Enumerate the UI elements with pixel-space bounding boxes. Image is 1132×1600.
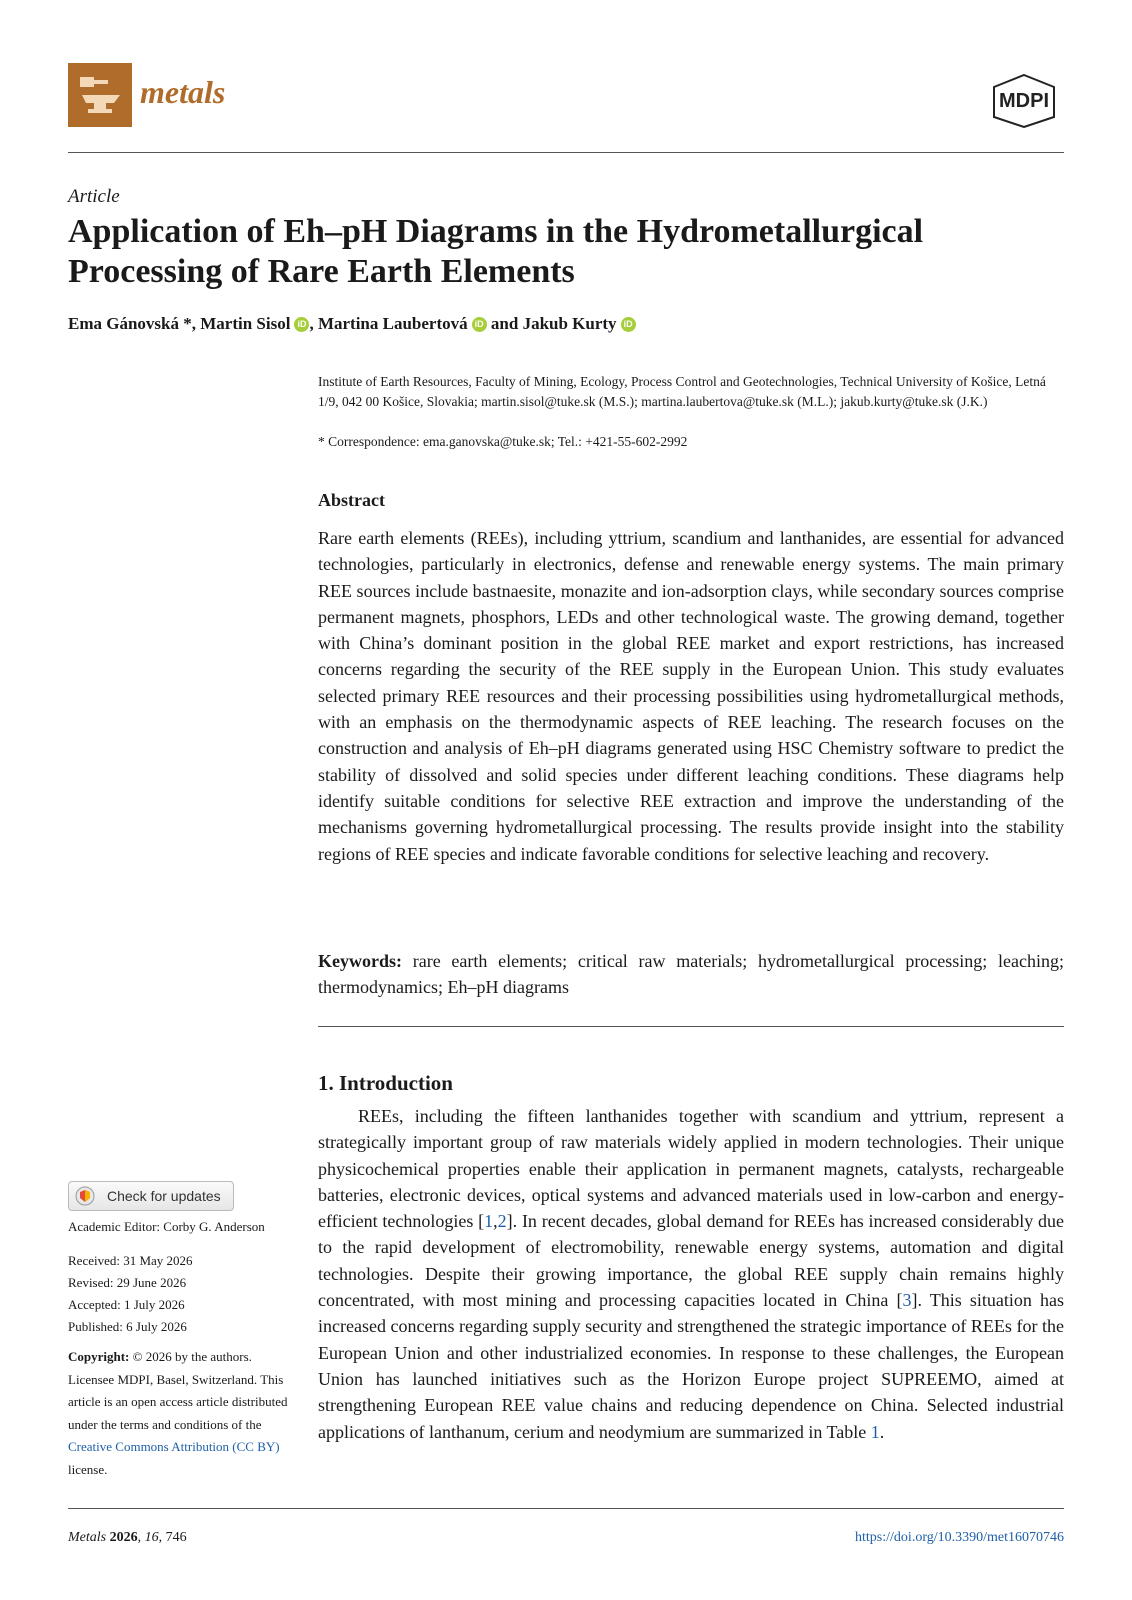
license-suffix: license. — [68, 1461, 108, 1477]
paragraph-text: ]. This situation has increased concerns regarding supply security and strengthened the strategic importance of REEs for the European Union and other industrialized economies. In response to these challenges, the European Union has launched initiatives such as the Horizon Europe project SUPREEMO, aimed at strengthening European REE value chains and reducing dependence on China. Selected industrial applications of lanthanum, cerium and neodymium are summarized in Table — [318, 1290, 1064, 1442]
doi-link[interactable]: https://doi.org/10.3390/met16070746 — [855, 1530, 1064, 1545]
author-separator: , — [191, 314, 201, 333]
publisher-logo — [984, 72, 1064, 128]
orcid-icon[interactable]: iD — [472, 317, 487, 332]
published-date: Published: 6 July 2026 — [68, 1319, 187, 1334]
paragraph-text: ]. In recent decades, global demand for REEs has increased considerably due to the rapid development of electromobility, renewable energy systems, automation and digital technologies. Despite their growing importance, the global REE supply chain remains highly concentrated, with most mining and processing capacities located in China [ — [318, 1211, 1064, 1311]
received-date: Received: 31 May 2026 — [68, 1253, 193, 1268]
author-name: Jakub Kurty — [522, 314, 617, 333]
abstract-divider — [318, 1026, 1064, 1027]
citation-separator: , — [493, 1211, 498, 1232]
section-heading: 1. Introduction — [318, 1071, 453, 1095]
publisher-name: MDPI — [999, 90, 1049, 112]
introduction-text — [318, 1103, 1064, 1445]
footer-year: 2026 — [109, 1530, 138, 1545]
correspondence: * Correspondence: ema.ganovska@tuke.sk; Tel.: +421-55-602-2992 — [318, 434, 688, 449]
check-updates-icon — [75, 1186, 95, 1206]
anvil-hammer-icon — [68, 63, 132, 127]
header-divider — [68, 152, 1064, 153]
affiliation: Institute of Earth Resources, Faculty of Mining, Ecology, Process Control and Geotechnologies, Technical University of Košice, Letná 1/9, 042 00 Košice, Slovakia; martin.sisol@tuke.sk (M.S.); martina.laubertova@tuke.sk (M.L.); jakub.kurty@tuke.sk (J.K.) — [318, 374, 1046, 409]
orcid-icon[interactable]: iD — [294, 317, 309, 332]
abstract-heading: Abstract — [318, 490, 385, 510]
footer-divider — [68, 1508, 1064, 1509]
footer-journal: Metals — [68, 1530, 107, 1545]
orcid-icon[interactable]: iD — [621, 317, 636, 332]
accepted-date: Accepted: 1 July 2026 — [68, 1297, 185, 1312]
check-for-updates-button[interactable] — [68, 1181, 234, 1211]
journal-name: metals — [140, 74, 226, 110]
author-name: Martin Sisol — [200, 314, 291, 333]
check-updates-label: Check for updates — [107, 1188, 221, 1204]
abstract-text: Rare earth elements (REEs), including yttrium, scandium and lanthanides, are essential for advanced technologies, particularly in electronics, defense and renewable energy systems. The main primary REE sources include bastnaesite, monazite and ion-adsorption clays, while secondary sources comprise permanent magnets, phosphors, LEDs and other technological waste. The growing demand, together with China’s dominant position in the global REE market and export restrictions, has increased concerns regarding the security of the REE supply in the European Union. This study evaluates selected primary REE resources and their processing possibilities using hydrometallurgical methods, with an emphasis on the thermodynamic aspects of REE leaching. The research focuses on the construction and analysis of Eh–pH diagrams generated using HSC Chemistry software to predict the stability of dissolved and solid species under different leaching conditions. These diagrams help identify suitable conditions for selective REE extraction and improve the understanding of the mechanisms governing hydrometallurgical processing. The results provide insight into the stability regions of REE species and indicate favorable conditions for selective leaching and recovery. — [318, 528, 1064, 864]
author-separator: and — [486, 314, 523, 333]
keywords-label: Keywords: — [318, 951, 402, 971]
author-name: Ema Gánovská * — [68, 314, 192, 333]
citation-link[interactable]: 3 — [902, 1290, 912, 1311]
copyright-text: © 2026 by the authors. Licensee MDPI, Basel, Switzerland. This article is an open access article distributed under the terms and conditions of the — [68, 1349, 288, 1432]
table-link[interactable]: 1 — [870, 1421, 880, 1442]
copyright-notice — [68, 1346, 290, 1481]
copyright-label: Copyright: — [68, 1349, 130, 1364]
page-title: Application of Eh–pH Diagrams in the Hydrometallurgical Processing of Rare Earth Elements — [68, 213, 924, 290]
author-list — [68, 314, 636, 334]
revised-date: Revised: 29 June 2026 — [68, 1275, 187, 1290]
author-name: Martina Laubertová — [317, 314, 468, 333]
keywords-text: rare earth elements; critical raw materials; hydrometallurgical processing; leaching; thermodynamics; Eh–pH diagrams — [318, 951, 1064, 998]
citation-link[interactable]: 1 — [484, 1211, 494, 1232]
journal-logo — [68, 63, 132, 127]
academic-editor: Academic Editor: Corby G. Anderson — [68, 1219, 265, 1234]
footer-article-number: 746 — [165, 1530, 187, 1545]
license-link[interactable]: Creative Commons Attribution (CC BY) — [68, 1439, 280, 1454]
footer-volume: 16 — [144, 1530, 159, 1545]
author-separator: , — [309, 314, 318, 333]
citation-link[interactable]: 2 — [497, 1211, 507, 1232]
footer-citation: Metals 2026, 16, 746 — [68, 1530, 187, 1545]
keywords — [318, 948, 1064, 1001]
paragraph-text: . — [879, 1421, 885, 1442]
article-type: Article — [68, 186, 120, 207]
paragraph-text: REEs, including the fifteen lanthanides together with scandium and yttrium, represent a strategically important group of raw materials widely applied in modern technologies. Their unique physicochemical properties enable their application in permanent magnets, catalysts, rechargeable batteries, electronic devices, optical systems and advanced materials used in low-carbon and energy-efficient technologies [ — [318, 1106, 1064, 1232]
